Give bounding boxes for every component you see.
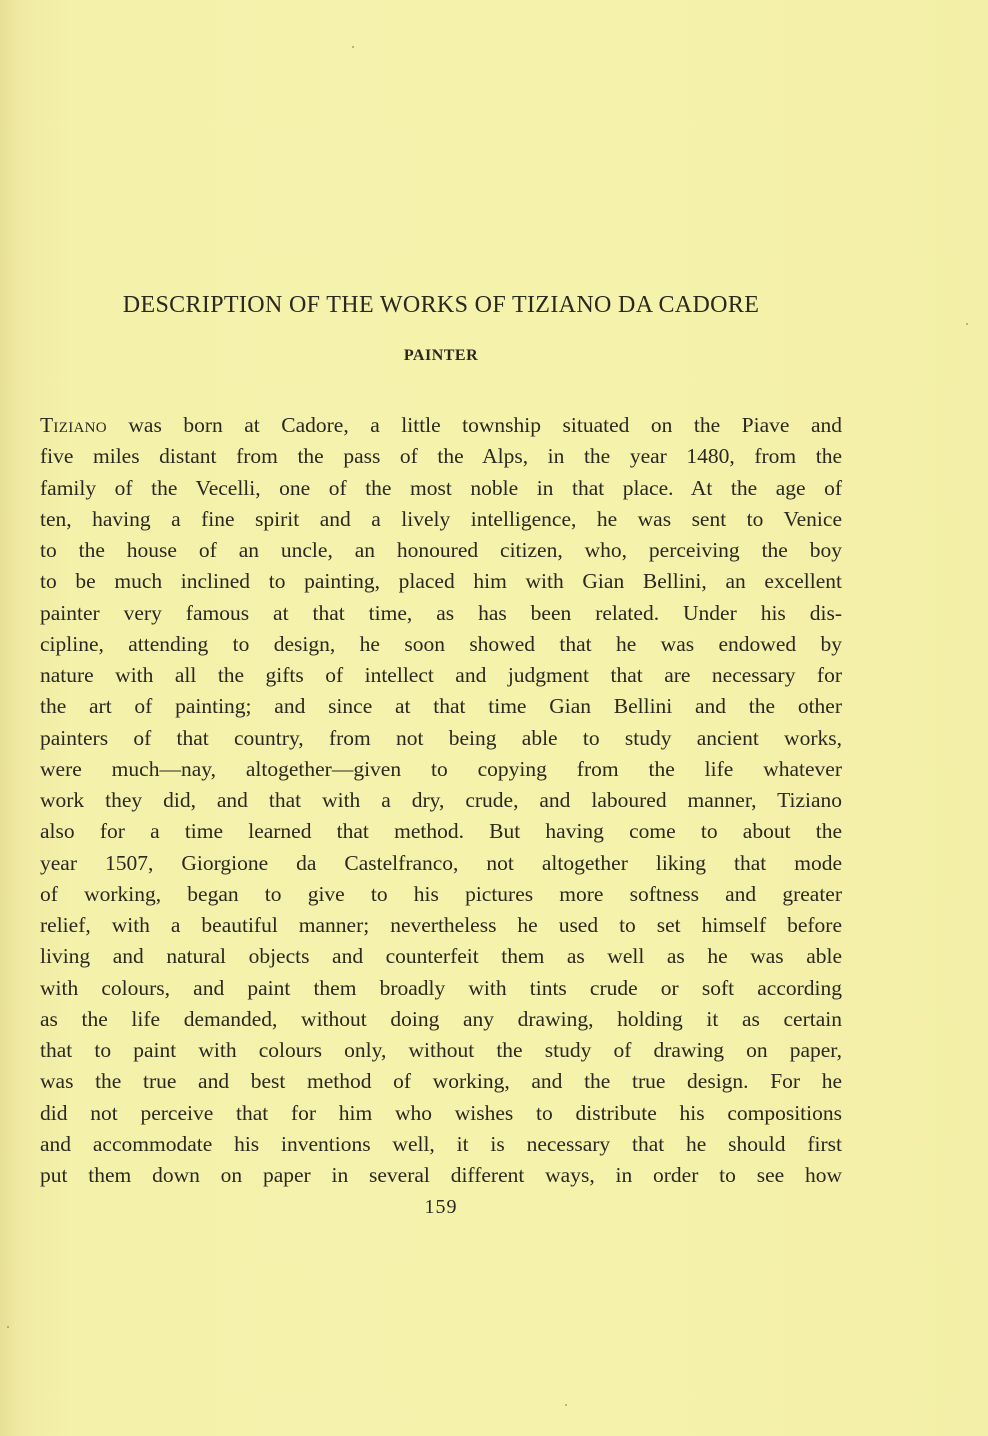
paper-speck	[565, 1404, 567, 1406]
text-line: of working, began to give to his pictures more softness and greater	[40, 881, 842, 906]
text-line: and accommodate his inventions well, it is necessary that he should first	[40, 1131, 842, 1156]
text-line: family of the Vecelli, one of the most noble in that place. At the age of	[40, 475, 842, 500]
text-line: five miles distant from the pass of the Alps, in the year 1480, from the	[40, 444, 842, 469]
text-line: work they did, and that with a dry, crude, and laboured manner, Tiziano	[40, 788, 842, 812]
text-line: relief, with a beautiful manner; nevertheless he used to set himself before	[40, 913, 842, 937]
text-line: also for a time learned that method. But having come to about the	[40, 819, 842, 844]
paper-speck	[352, 46, 354, 48]
text-line: painter very famous at that time, as has been related. Under his dis-	[40, 600, 842, 625]
text-line: cipline, attending to design, he soon showed that he was endowed by	[40, 631, 842, 656]
chapter-title: DESCRIPTION OF THE WORKS OF TIZIANO DA CADORE	[122, 292, 760, 318]
text-line: with colours, and paint them broadly with tints crude or soft according	[40, 975, 842, 1000]
text-line-content: was born at Cadore, a little township situated on the Piave and	[106, 413, 842, 437]
chapter-subtitle: PAINTER	[403, 347, 479, 364]
text-line: living and natural objects and counterfeit them as well as he was able	[40, 944, 842, 969]
text-line: was the true and best method of working, and the true design. For he	[40, 1069, 842, 1094]
text-line: to be much inclined to painting, placed him with Gian Bellini, an excellent	[40, 569, 842, 594]
opening-word: Tiziano	[40, 413, 107, 437]
text-line: were much—nay, altogether—given to copying from the life whatever	[40, 756, 842, 781]
text-line: the art of painting; and since at that time Gian Bellini and the other	[40, 694, 842, 719]
text-line: put them down on paper in several different ways, in order to see how	[40, 1163, 842, 1187]
page-number: 159	[424, 1196, 458, 1218]
text-line: year 1507, Giorgione da Castelfranco, not altogether liking that mode	[40, 850, 842, 875]
text-line: to the house of an uncle, an honoured citizen, who, perceiving the boy	[40, 538, 842, 562]
body-paragraph	[40, 410, 842, 1191]
text-line: ten, having a fine spirit and a lively intelligence, he was sent to Venice	[40, 506, 842, 531]
text-line: nature with all the gifts of intellect and judgment that are necessary for	[40, 663, 842, 687]
text-line	[40, 410, 842, 441]
text-line: that to paint with colours only, without the study of drawing on paper,	[40, 1038, 842, 1062]
paper-speck	[7, 1326, 9, 1328]
text-line: did not perceive that for him who wishes to distribute his compositions	[40, 1100, 842, 1125]
text-line: painters of that country, from not being able to study ancient works,	[40, 725, 842, 750]
paper-speck	[966, 323, 968, 325]
text-line: as the life demanded, without doing any drawing, holding it as certain	[40, 1006, 842, 1031]
